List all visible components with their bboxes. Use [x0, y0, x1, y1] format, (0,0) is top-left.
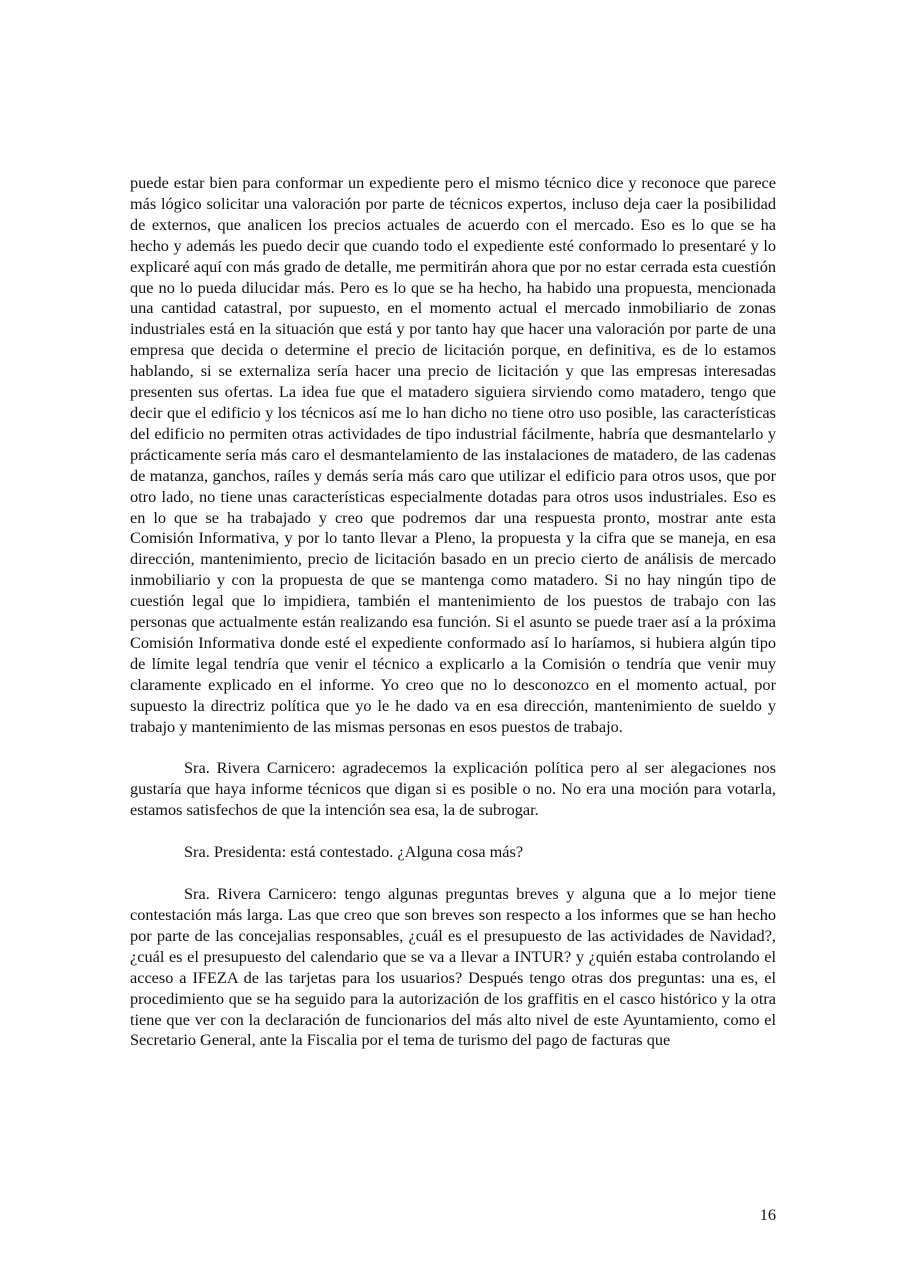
page-number: 16 [759, 1205, 776, 1224]
document-body [130, 173, 776, 1072]
paragraph-rivera-reply: Sra. Rivera Carnicero: agradecemos la explicación política pero al ser alegaciones nos gustaría que haya informe técnicos que digan si es posible o no. No era una moción para votarla, estamos satisfechos de que la intención sea esa, la de subrogar. [130, 758, 776, 820]
paragraph-continuation: puede estar bien para conformar un expediente pero el mismo técnico dice y reconoce que parece más lógico solicitar una valoración por parte de técnicos expertos, incluso deja caer la posibilidad de externos, que analicen los precios actuales de acuerdo con el mercado. Eso es lo que se ha hecho y además les puedo decir que cuando todo el expediente esté conformado lo presentaré y lo explicaré aquí con más grado de detalle, me permitirán ahora que por no estar cerrada esta cuestión que no lo pueda dilucidar más. Pero es lo que se ha hecho, ha habido una propuesta, mencionada una cantidad catastral, por supuesto, en el momento actual el mercado inmobiliario de zonas industriales está en la situación que está y por tanto hay que hacer una valoración por parte de una empresa que decida o determine el precio de licitación porque, en definitiva, es de lo estamos hablando, si se externaliza sería hacer una precio de licitación y que las empresas interesadas presenten sus ofertas. La idea fue que el matadero siguiera sirviendo como matadero, tengo que decir que el edificio y los técnicos así me lo han dicho no tiene otro uso posible, las características del edificio no permiten otras actividades de tipo industrial fácilmente, habría que desmantelarlo y prácticamente sería más caro el desmantelamiento de las instalaciones de matadero, de las cadenas de matanza, ganchos, raíles y demás sería más caro que utilizar el edificio para otros usos, que por otro lado, no tiene unas características especialmente dotadas para otros usos industriales. Eso es en lo que se ha trabajado y creo que podremos dar una respuesta pronto, mostrar ante esta Comisión Informativa, y por lo tanto llevar a Pleno, la propuesta y la cifra que se maneja, en esa dirección, mantenimiento, precio de licitación basado en un precio cierto de análisis de mercado inmobiliario y con la propuesta de que se mantenga como matadero. Si no hay ningún tipo de cuestión legal que lo impidiera, también el mantenimiento de los puestos de trabajo con las personas que actualmente están realizando esa función. Si el asunto se puede traer así a la próxima Comisión Informativa donde esté el expediente conformado así lo haríamos, si hubiera algún tipo de límite legal tendría que venir el técnico a explicarlo a la Comisión o tendría que venir muy claramente explicado en el informe. Yo creo que no lo desconozco en el momento actual, por supuesto la directriz política que yo le he dado va en esa dirección, mantenimiento de sueldo y trabajo y mantenimiento de las mismas personas en esos puestos de trabajo. [130, 173, 776, 736]
paragraph-presidenta: Sra. Presidenta: está contestado. ¿Alguna cosa más? [184, 842, 524, 862]
paragraph-rivera-questions: Sra. Rivera Carnicero: tengo algunas preguntas breves y alguna que a lo mejor tiene contestación más larga. Las que creo que son breves son respecto a los informes que se han hecho por parte de las concejalias responsables, ¿cuál es el presupuesto de las actividades de Navidad?, ¿cuál es el presupuesto del calendario que se va a llevar a INTUR? y ¿quién estaba controlando el acceso a IFEZA de las tarjetas para los usuarios? Después tengo otras dos preguntas: una es, el procedimiento que se ha seguido para la autorización de los graffitis en el casco histórico y la otra tiene que ver con la declaración de funcionarios del más alto nivel de este Ayuntamiento, como el Secretario General, ante la Fiscalia por el tema de turismo del pago de facturas que [130, 884, 776, 1050]
